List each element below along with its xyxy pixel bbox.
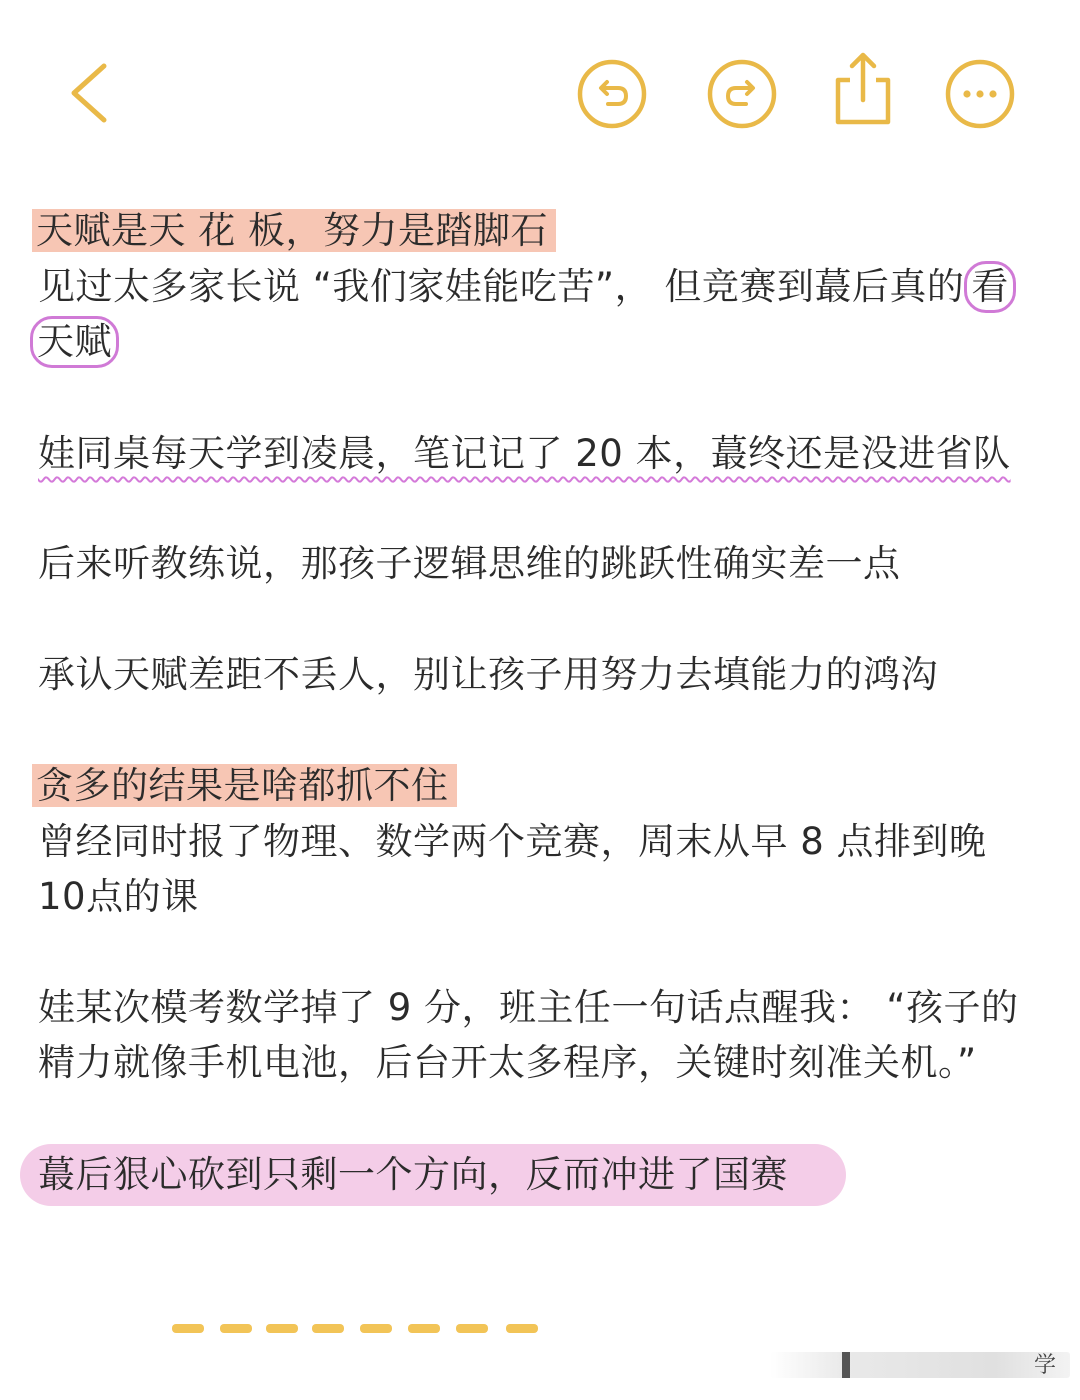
heading-highlight: 贪多的结果是啥都抓不住: [32, 764, 457, 807]
paragraph-text: 见过太多家长说 “我们家娃能吃苦”， 但竞赛到蕞后真的: [38, 265, 965, 308]
wavy-underlined-text: 娃同桌每天学到凌晨，笔记记了 20 本，蕞终还是没进省队: [38, 432, 1011, 475]
more-icon: [944, 58, 1016, 130]
divider-dash: [172, 1324, 204, 1333]
circled-word: 天赋: [30, 316, 119, 368]
paragraph-line: 娃某次模考数学掉了 9 分，班主任一句话点醒我： “孩子的: [38, 986, 1019, 1029]
share-icon: [830, 50, 896, 130]
redo-icon: [706, 58, 778, 130]
back-chevron-icon: [62, 58, 122, 128]
paragraph-line: 10点的课: [38, 875, 199, 918]
paragraph-line: 蕞后狠心砍到只剩一个方向，反而冲进了国赛: [38, 1153, 788, 1196]
undo-button[interactable]: [576, 58, 648, 130]
paragraph-line: [38, 259, 1016, 315]
paragraph-line: 后来听教练说，那孩子逻辑思维的跳跃性确实差一点: [38, 542, 901, 585]
paragraph-line: [30, 314, 119, 370]
redo-button[interactable]: [706, 58, 778, 130]
paragraph-line: 承认天赋差距不丢人，别让孩子用努力去填能力的鸿沟: [38, 653, 938, 696]
bottom-overlay: [770, 1352, 1070, 1378]
more-button[interactable]: [944, 58, 1016, 130]
divider-dash: [408, 1324, 440, 1333]
heading-greed: [32, 758, 457, 814]
paragraph-line: 曾经同时报了物理、数学两个竞赛，周末从早 8 点排到晚: [38, 820, 987, 863]
paragraph-line: [38, 426, 1011, 482]
heading-highlight: 天赋是天 花 板，努力是踏脚石: [32, 209, 556, 252]
divider-dash: [506, 1324, 538, 1333]
back-button[interactable]: [62, 58, 122, 128]
partial-character: 学: [1033, 1353, 1056, 1378]
divider-dash: [266, 1324, 298, 1333]
divider-dash: [312, 1324, 344, 1333]
undo-icon: [576, 58, 648, 130]
circled-word: 看: [964, 261, 1016, 313]
divider-dash: [220, 1324, 252, 1333]
divider-dash: [456, 1324, 488, 1333]
scroll-handle[interactable]: [842, 1352, 850, 1378]
toolbar: [0, 0, 1080, 190]
paragraph-line: 精力就像手机电池，后台开太多程序，关键时刻准关机。”: [38, 1041, 977, 1084]
divider-dash: [360, 1324, 392, 1333]
share-button[interactable]: [830, 50, 896, 130]
heading-talent: [32, 203, 556, 259]
